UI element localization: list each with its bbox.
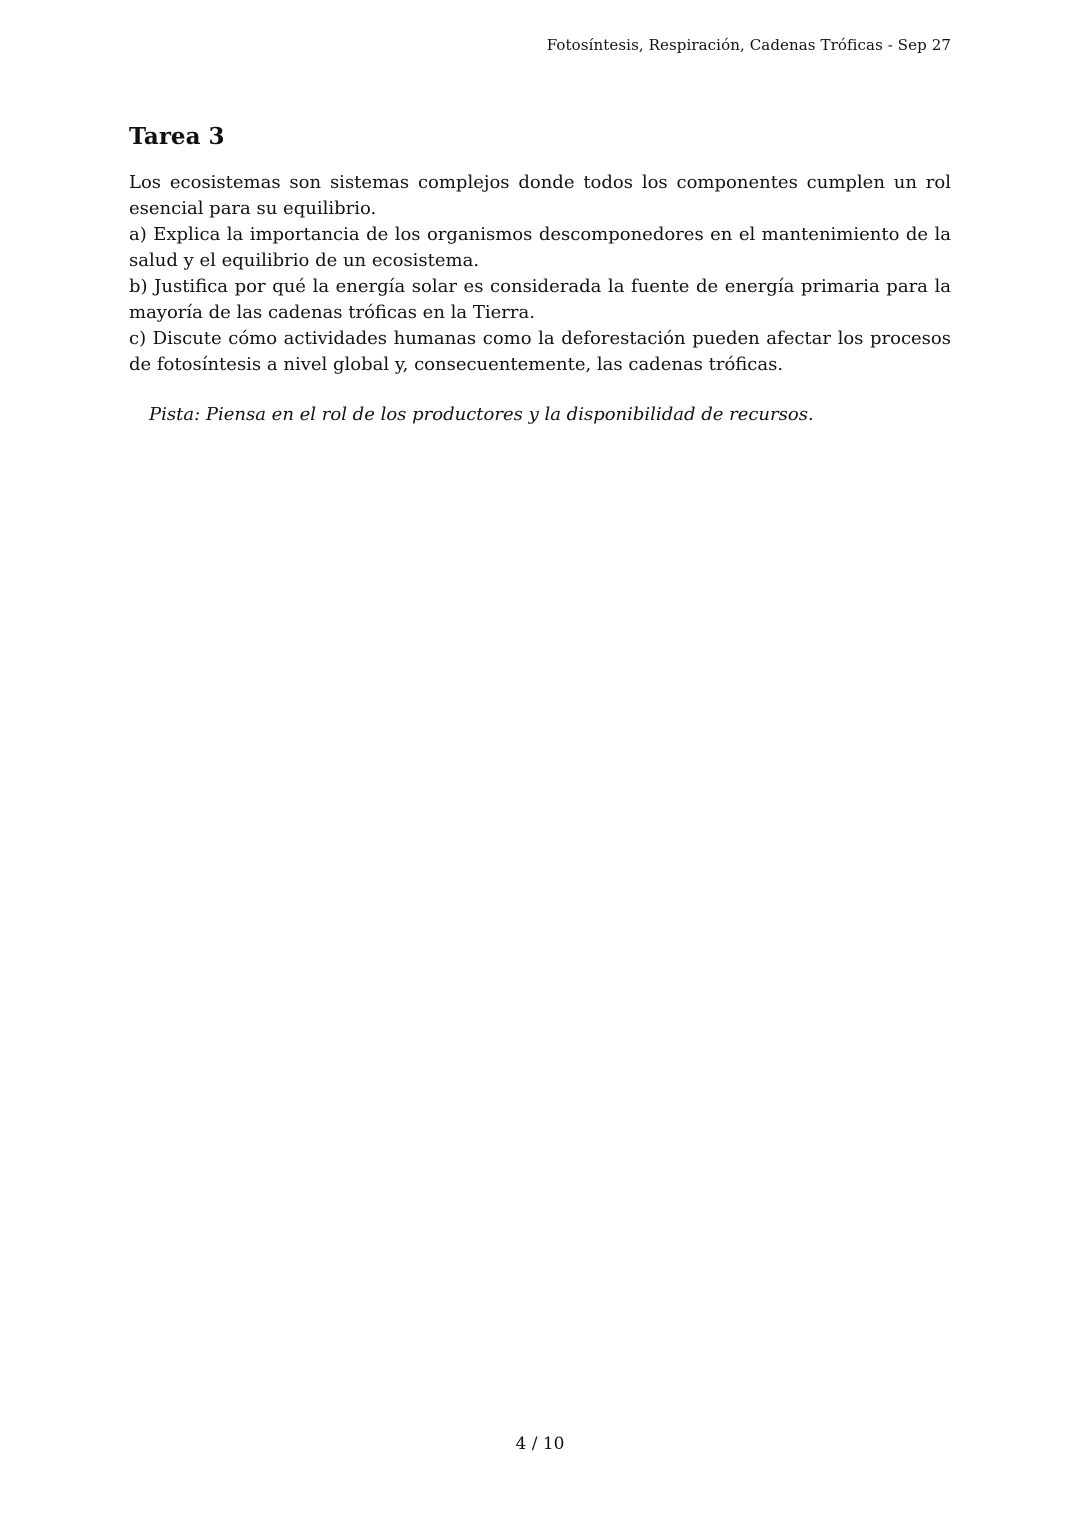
- page-number: 4 / 10: [515, 1434, 565, 1454]
- task-item-a: a) Explica la importancia de los organismos descomponedores en el mantenimiento de la salud y el equilibrio de un ecosistema.: [129, 224, 951, 271]
- section-title: Tarea 3: [129, 123, 225, 150]
- task-item-b: b) Justifica por qué la energía solar es considerada la fuente de energía primaria para la mayoría de las cadenas tróficas en la Tierra.: [129, 276, 951, 323]
- task-intro: Los ecosistemas son sistemas complejos donde todos los componentes cumplen un rol esencial para su equilibrio.: [129, 172, 951, 219]
- running-header: Fotosíntesis, Respiración, Cadenas Tróficas - Sep 27: [546, 36, 951, 54]
- main-content: [129, 120, 951, 428]
- task-body: [129, 170, 951, 378]
- task-item-c: c) Discute cómo actividades humanas como la deforestación pueden afectar los procesos de fotosíntesis a nivel global y, consecuentemente, las cadenas tróficas.: [129, 328, 951, 375]
- hint-text: Pista: Piensa en el rol de los productores y la disponibilidad de recursos.: [149, 404, 814, 425]
